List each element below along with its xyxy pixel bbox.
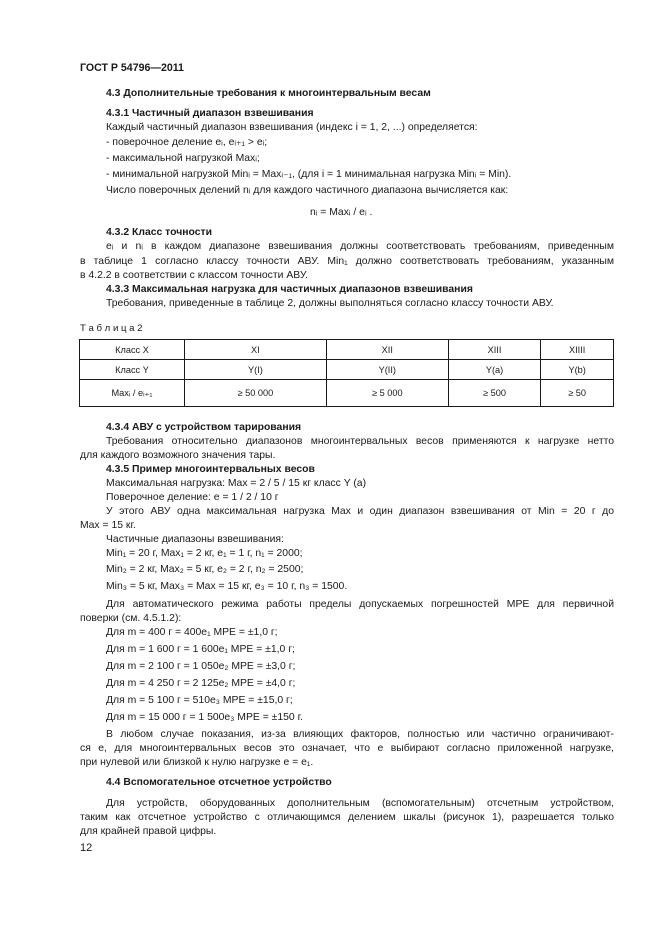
text-line: Для устройств, оборудованных дополнительным (вспомогательным) отсчетным устройством,	[106, 798, 614, 809]
text-line: в таблице 1 согласно классу точности АВУ. Min₁ должно соответствовать требованиям, указанным	[80, 256, 614, 267]
text-line: Для m = 15 000 г = 1 500e₃ МРЕ = ±150 г.	[106, 712, 303, 723]
text-line: Для m = 4 250 г = 2 125e₂ МРЕ = ±4,0 г;	[106, 678, 296, 689]
text-line: Требования относительно диапазонов многоинтервальных весов применяются к нагрузке нетто	[106, 436, 614, 447]
text-line: Требования, приведенные в таблице 2, должны выполняться согласно классу точности АВУ.	[106, 298, 554, 309]
table-cell: Y(II)	[326, 360, 448, 380]
text-line: Для m = 1 600 г = 1 600e₁ МРЕ = ±1,0 г;	[106, 644, 295, 655]
section-4-3-3-heading: 4.3.3 Максимальная нагрузка для частичных диапазонов взвешивания	[106, 284, 473, 295]
text-line: Min₂ = 2 кг, Max₂ = 5 кг, e₂ = 2 г, n₂ = 2500;	[106, 564, 304, 575]
table-cell: Maxᵢ / eᵢ₊₁	[80, 380, 185, 407]
section-4-3-2-heading: 4.3.2 Класс точности	[106, 227, 212, 238]
table-cell: ≥ 50	[541, 380, 614, 407]
text-line: Для m = 400 г = 400e₁ МРЕ = ±1,0 г;	[106, 627, 278, 638]
text-line: Для m = 5 100 г = 510e₃ МРЕ = ±15,0 г;	[106, 695, 293, 706]
text-line: в 4.2.2 в соответствии с классом точности АВУ.	[80, 270, 308, 281]
text-line: для каждого возможного значения тары.	[80, 450, 276, 461]
text-line: Поверочное деление: e = 1 / 2 / 10 г	[106, 492, 279, 503]
section-4-3-1-heading: 4.3.1 Частичный диапазон взвешивания	[106, 108, 314, 119]
text-line: Число поверочных делений nᵢ для каждого частичного диапазона вычисляется как:	[106, 185, 509, 196]
text-line: Min₃ = 5 кг, Max₃ = Max = 15 кг, e₃ = 10 г, n₃ = 1500.	[106, 581, 348, 592]
page-number: 12	[80, 842, 93, 854]
text-line: поверки (см. 4.5.1.2):	[80, 613, 182, 624]
text-line: ся e, для многоинтервальных весов это означает, что e выбирают согласно приложенной нагрузке,	[80, 743, 614, 754]
text-line: У этого АВУ одна максимальная нагрузка Max и один диапазон взвешивания от Min = 20 г до	[106, 506, 614, 517]
table-cell: XII	[326, 340, 448, 360]
table-row	[80, 380, 614, 407]
table-cell: Y(a)	[448, 360, 540, 380]
table-cell: Класс X	[80, 340, 185, 360]
table-row	[80, 360, 614, 380]
list-item: - максимальной нагрузкой Maxᵢ;	[106, 153, 260, 164]
text-line: Min₁ = 20 г, Max₁ = 2 кг, e₁ = 1 г, n₁ = 2000;	[106, 548, 303, 559]
table-row	[80, 340, 614, 360]
table-cell: ≥ 500	[448, 380, 540, 407]
text-line: Для m = 2 100 г = 1 050e₂ МРЕ = ±3,0 г;	[106, 661, 296, 672]
section-4-4-heading: 4.4 Вспомогательное отсчетное устройство	[106, 777, 332, 788]
text-line: В любом случае показания, из-за влияющих факторов, полностью или частично ограничивают-	[106, 729, 614, 740]
section-4-3-heading: 4.3 Дополнительные требования к многоинтервальным весам	[106, 88, 431, 99]
formula-n: nᵢ = Maxᵢ / eᵢ .	[310, 207, 373, 218]
text-line: таким как отсчетное устройство с отличающимся делением шкалы (рисунок 1), разрешается только	[80, 812, 614, 823]
list-item: - поверочное деление eᵢ, eᵢ₊₁ > eᵢ;	[106, 137, 268, 148]
table-cell: XIII	[448, 340, 540, 360]
table-cell: ≥ 5 000	[326, 380, 448, 407]
text-line: при нулевой или близкой к нулю нагрузке e = e₁.	[80, 757, 314, 768]
table-cell: ≥ 50 000	[185, 380, 327, 407]
table-2	[79, 339, 614, 407]
header-standard: ГОСТ Р 54796—2011	[80, 62, 184, 74]
table-cell: Y(b)	[541, 360, 614, 380]
text-line: eᵢ и nᵢ в каждом диапазоне взвешивания должны соответствовать требованиям, приведенным	[106, 241, 614, 252]
section-4-3-5-heading: 4.3.5 Пример многоинтервальных весов	[106, 464, 315, 475]
table-cell: XIIII	[541, 340, 614, 360]
list-item: - минимальной нагрузкой Minᵢ = Maxᵢ₋₁, (для i = 1 минимальная нагрузка Minᵢ = Min).	[106, 169, 512, 180]
text-line: для крайней правой цифры.	[80, 826, 217, 837]
table-cell: Класс Y	[80, 360, 185, 380]
table-caption: Т а б л и ц а 2	[80, 323, 143, 334]
text-line: Max = 15 кг.	[80, 520, 136, 531]
table-cell: XI	[185, 340, 327, 360]
section-4-3-4-heading: 4.3.4 АВУ с устройством тарирования	[106, 422, 302, 433]
table-cell: Y(I)	[185, 360, 327, 380]
text-line: Каждый частичный диапазон взвешивания (индекс i = 1, 2, ...) определяется:	[106, 122, 478, 133]
text-line: Частичные диапазоны взвешивания:	[106, 534, 284, 545]
text-line: Максимальная нагрузка: Max = 2 / 5 / 15 кг класс Y (a)	[106, 478, 367, 489]
text-line: Для автоматического режима работы пределы допускаемых погрешностей МРЕ для первичной	[106, 599, 614, 610]
